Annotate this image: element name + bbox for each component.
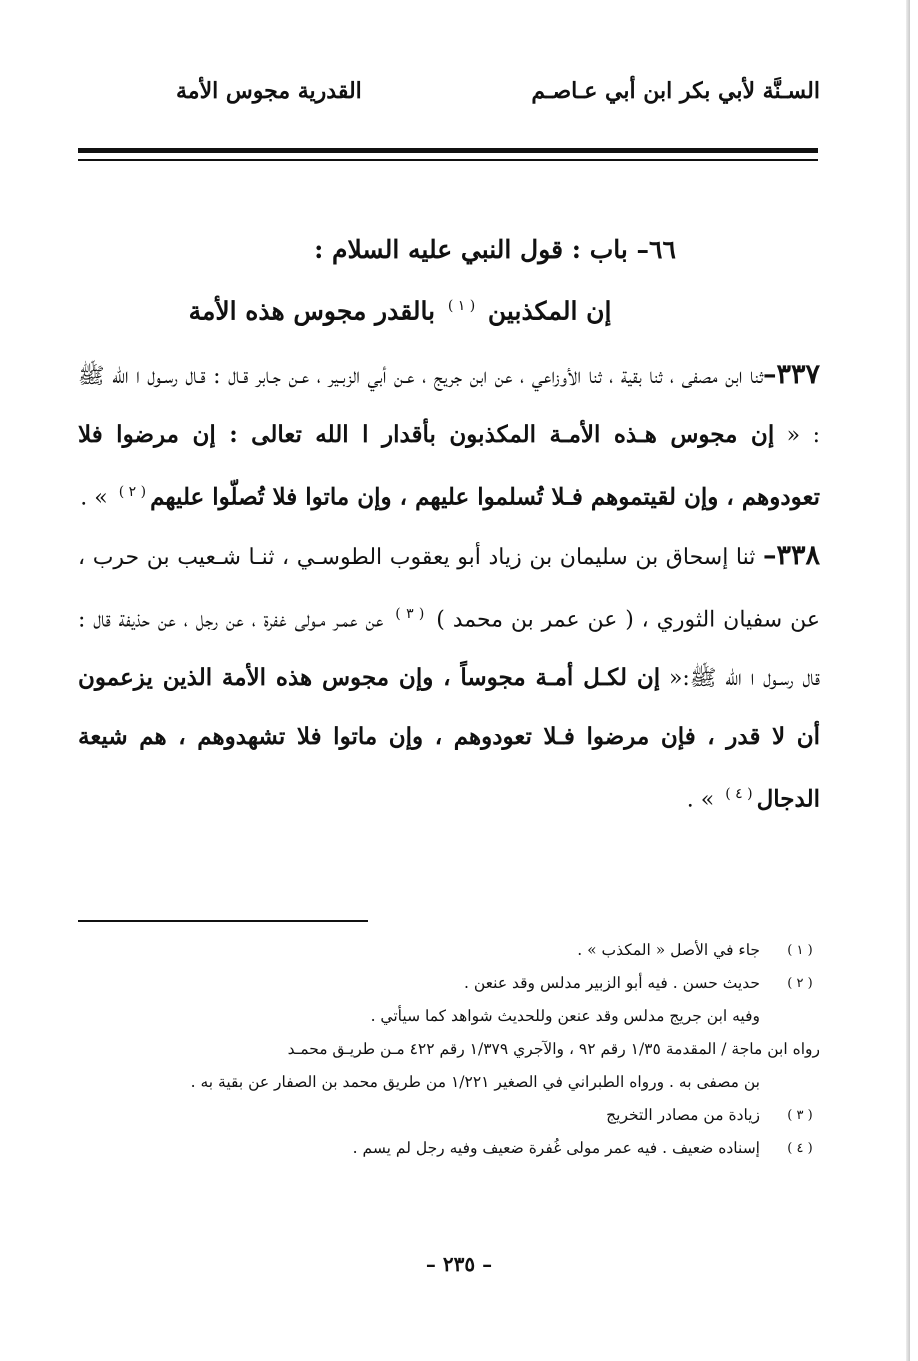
- hadith-338: [78, 527, 820, 829]
- footnote-item: [78, 1066, 820, 1099]
- book-title: السـنَّة لأبي بكر ابن أبي عـاصـم: [531, 78, 820, 104]
- footnote-ref-2: ( ٢ ): [118, 484, 147, 500]
- footnote-ref-3: ( ٣ ): [395, 606, 425, 623]
- hadith-closing: » .: [686, 787, 715, 813]
- footnote-text: حديث حسن . فيه أبو الزبير مدلس وقد عنعن .: [464, 974, 760, 992]
- footnote-text: جاء في الأصل « المكذب » .: [577, 941, 760, 959]
- footnote-mark: ( ٣ ): [787, 1108, 813, 1123]
- hadith-isnad: ثنا ابن مصفى ، ثنا بقية ، ثنا الأوزاعي ، عن ابن جريج ، عـن أبي الزبـير ، عـن جـابر قـال : قـال رسـول ا الله ﷺ : «: [78, 364, 820, 448]
- hadith-isnad: ثنا إسحاق بن سليمان بن زياد أبو يعقوب الطوسـي ، ثنـا شـعيب بن حرب ، عن سفيان الثوري ، ( عن عمر بن محمد ): [78, 544, 820, 633]
- footnote-text: بن مصفى به . ورواه الطبراني في الصغير ١/٢٢١ من طريق محمد بن الصفار عن بقية به .: [190, 1073, 760, 1091]
- header-rule-thin: [78, 159, 818, 161]
- footnote-separator: [78, 920, 368, 922]
- footnote-mark: ( ١ ): [787, 943, 813, 958]
- hadith-matn: إن مجوس هـذه الأمـة المكذبون بأقدار ا الله تعالى : إن مرضوا فلا تعودوهم ، وإن لقيتموهم فـلا تُسلموا عليهم ، وإن ماتوا فلا تُصلّوا عليهم: [78, 420, 820, 511]
- footnote-item: [78, 1132, 820, 1165]
- chapter-title-part-a: إن المكذبين: [487, 296, 612, 326]
- page-number: – ٢٣٥ –: [425, 1252, 493, 1276]
- hadith-337: [78, 346, 820, 527]
- footnote-text: زيادة من مصادر التخريج: [606, 1106, 760, 1124]
- chapter-title-line-2: [80, 278, 820, 339]
- chapter-title-line-1: ٦٦– باب : قول النبي عليه السلام :: [314, 235, 676, 264]
- footnote-ref-4: ( ٤ ): [725, 786, 753, 803]
- footnote-item: [78, 1000, 820, 1033]
- hadith-matn: إن لكـل أمـة مجوساً ، وإن مجوس هذه الأمة الذين يزعمون أن لا قدر ، فإن مرضوا فـلا تعودوهم ، وإن ماتوا فلا تشهدوهم ، هم شيعة الدجال: [78, 664, 820, 813]
- hadith-closing: » .: [80, 485, 108, 511]
- hadith-number: ٣٣٧–: [762, 359, 820, 390]
- footnote-text: وفيه ابن جريج مدلس وقد عنعن وللحديث شواهد كما سيأتي .: [370, 1007, 760, 1025]
- footnote-ref-1: ( ١ ): [447, 298, 476, 314]
- scan-edge-shadow: [906, 0, 910, 1361]
- hadith-number: ٣٣٨–: [762, 539, 820, 571]
- footnote-text: رواه ابن ماجة / المقدمة ١/٣٥ رقم ٩٢ ، والآجري ١/٣٧٩ رقم ٤٢٢ مـن طريـق محمـد: [287, 1040, 820, 1058]
- footnote-item: [78, 1033, 820, 1066]
- footnote-item: [78, 967, 820, 1000]
- running-header: [80, 78, 820, 118]
- chapter-heading: [80, 222, 820, 339]
- hadith-isnad-cont: عن عمـر مـولى غفرة ، عن رجل ، عن حذيفة قال : قال رسـول ا الله ﷺ:«: [78, 607, 820, 692]
- footnote-text: إسناده ضعيف . فيه عمر مولى غُفرة ضعيف وفيه رجل لم يسم .: [352, 1139, 760, 1157]
- chapter-running-title: القدرية مجوس الأمة: [176, 78, 362, 104]
- footnote-item: [78, 1099, 820, 1132]
- footnote-mark: ( ٢ ): [787, 976, 813, 991]
- footnote-mark: ( ٤ ): [787, 1141, 813, 1156]
- footnotes: [78, 934, 820, 1165]
- main-text: [78, 346, 820, 829]
- chapter-title-part-b: بالقدر مجوس هذه الأمة: [188, 296, 436, 326]
- footnote-item: [78, 934, 820, 967]
- header-rule-thick: [78, 148, 818, 153]
